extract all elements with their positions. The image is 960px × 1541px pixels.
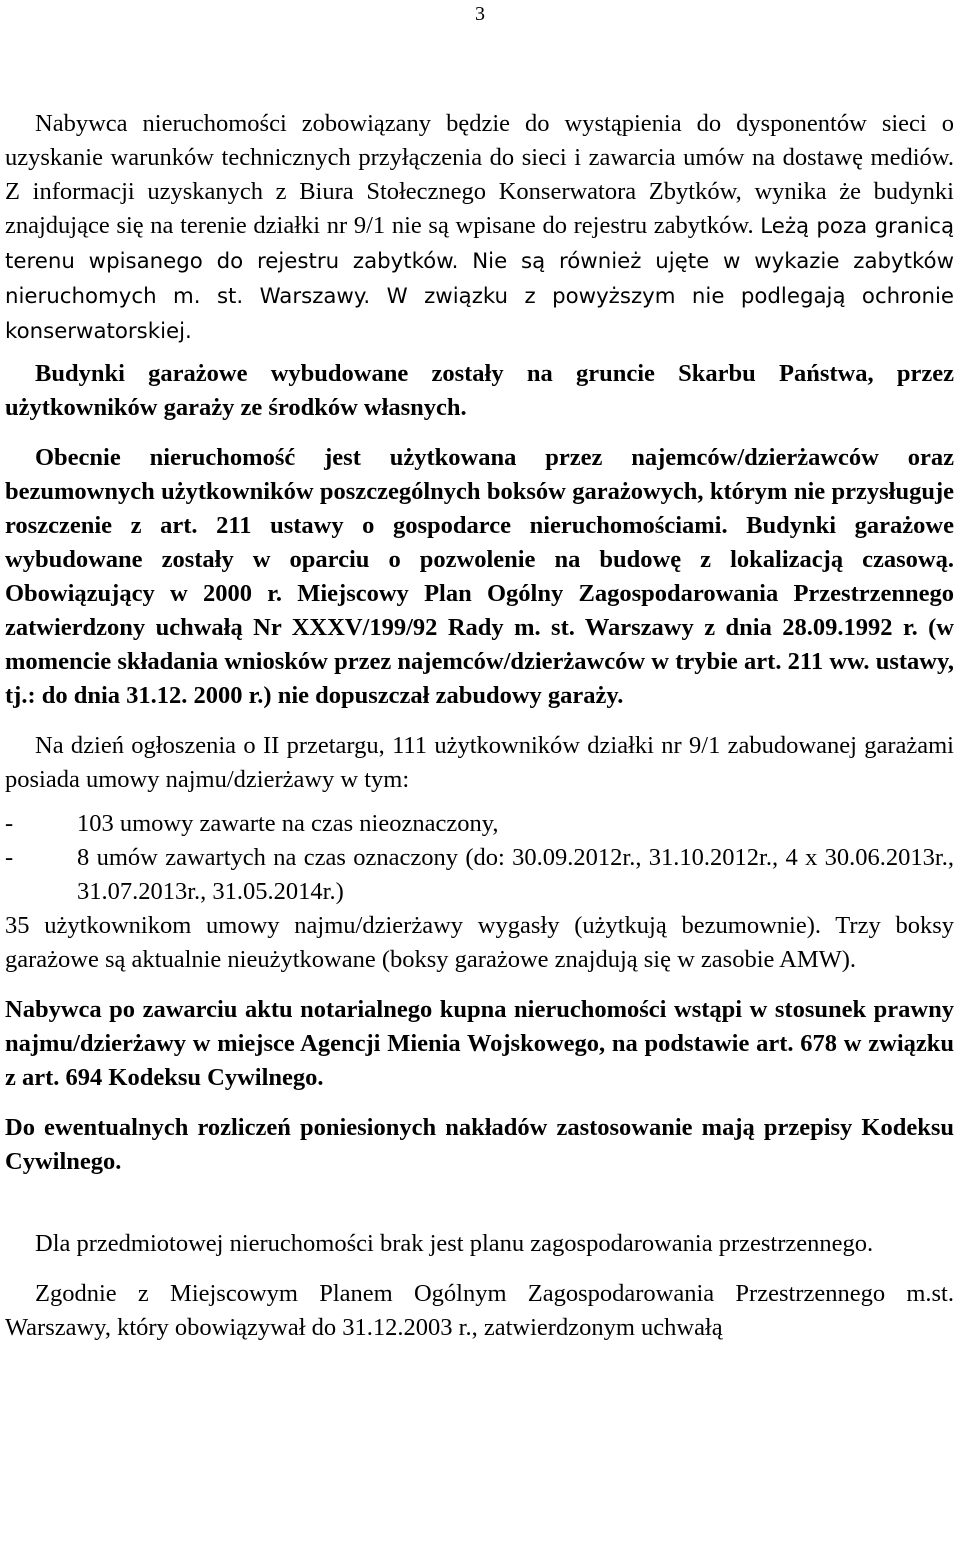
lease-list (5, 807, 954, 909)
paragraph-general-plan: Zgodnie z Miejscowym Planem Ogólnym Zagospodarowania Przestrzennego m.st. Warszawy, który obowiązywał do 31.12.2003 r., zatwierdzonym uchwałą (5, 1280, 954, 1341)
paragraph-no-plan: Dla przedmiotowej nieruchomości brak jest planu zagospodarowania przestrzennego. (35, 1230, 874, 1257)
paragraph-settlements: Do ewentualnych rozliczeń poniesionych nakładów zastosowanie mają przepisy Kodeksu Cywilnego. (5, 1114, 954, 1175)
list-item: - 8 umów zawartych na czas oznaczony (do: 30.09.2012r., 31.10.2012r., 4 x 30.06.2013r., 31.07.2013r., 31.05.2014r.) (5, 841, 954, 909)
text-conservator: Z informacji uzyskanych z Biura Stołecznego Konserwatora Zbytków, wynika że budynki znajdujące się na terenie działki nr 9/1 nie są wpisane do rejestru zabytków. (5, 178, 954, 239)
paragraph-tender-users: Na dzień ogłoszenia o II przetargu, 111 użytkowników działki nr 9/1 zabudowanej garażami posiada umowy najmu/dzierżawy w tym: (5, 732, 954, 793)
paragraph-buyer-obligation: Nabywca po zawarciu aktu notarialnego kupna nieruchomości wstąpi w stosunek prawny najmu/dzierżawy w miejsce Agencji Mienia Wojskowego, na podstawie art. 678 w związku z art. 694 Kodeksu Cywilnego. (5, 996, 954, 1091)
paragraph-current-use: Obecnie nieruchomość jest użytkowana przez najemców/dzierżawców oraz bezumownych użytkowników poszczególnych boksów garażowych, którym nie przysługuje roszczenie z art. 211 ustawy o gospodarce nieruchomościami. Budynki garażowe wybudowane zostały w oparciu o pozwolenie na budowę z lokalizacją czasową. Obowiązujący w 2000 r. Miejscowy Plan Ogólny Zagospodarowania Przestrzennego zatwierdzony uchwałą Nr XXXV/199/92 Rady m. st. Warszawy z dnia 28.09.1992 r. (w momencie składania wniosków przez najemców/dzierżawców w trybie art. 211 ww. ustawy, tj.: do dnia 31.12. 2000 r.) nie dopuszczał zabudowy garaży. (5, 444, 954, 709)
paragraph-utilities (5, 107, 954, 349)
paragraph-expired-leases: 35 użytkownikom umowy najmu/dzierżawy wygasły (użytkują bezumownie). Trzy boksy garażowe są aktualnie nieużytkowane (boksy garażowe znajdują się w zasobie AMW). (5, 912, 954, 973)
list-item: - 103 umowy zawarte na czas nieoznaczony, (5, 807, 954, 841)
text-heritage-status: Leżą poza granicą terenu wpisanego do rejestru zabytków. Nie są również ujęte w wykazie zabytków nieruchomych m. st. Warszawy. W związku z powyższym nie podlegają ochronie konserwatorskiej. (5, 214, 955, 344)
document-body (5, 107, 954, 1345)
page-number: 3 (475, 3, 485, 25)
paragraph-garage-buildings: Budynki garażowe wybudowane zostały na gruncie Skarbu Państwa, przez użytkowników garaży ze środków własnych. (5, 360, 954, 421)
text-utilities: Nabywca nieruchomości zobowiązany będzie do wystąpienia do dysponentów sieci o uzyskanie warunków technicznych przyłączenia do sieci i zawarcia umów na dostawę mediów. (5, 110, 954, 171)
